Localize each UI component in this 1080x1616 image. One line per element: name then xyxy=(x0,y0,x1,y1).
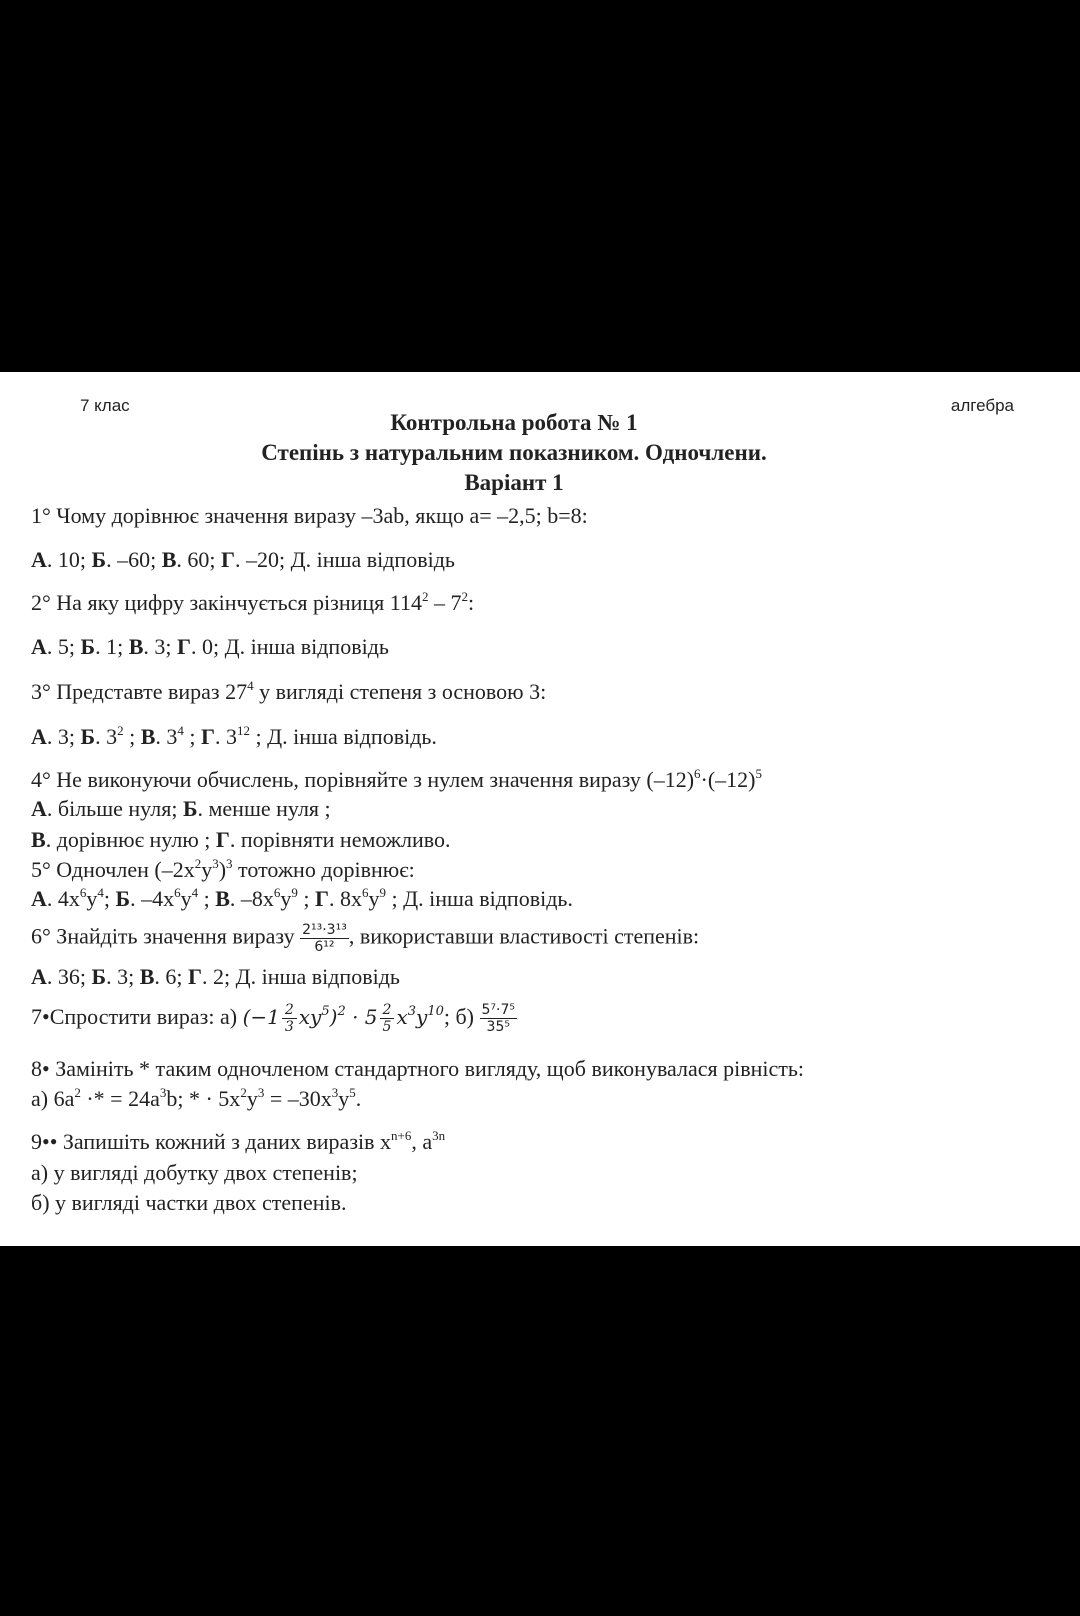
variant-label: Варіант 1 xyxy=(464,470,564,495)
question-3: 3° Представте вираз $27^4$ у вигляді степеня з основою 3: xyxy=(31,678,547,704)
grade-label: 7 клас xyxy=(80,396,130,415)
question-6: 6° Знайдіть значення виразу $\frac{\text{2¹³·3¹³}}{\text{6¹²}}$ , використавши властивості степенів: xyxy=(31,922,700,955)
question-2-options: А. 5; Б. 1; В. 3; Г. 0; Д. інша відповідь xyxy=(31,634,389,659)
question-2: 2° На яку цифру закінчується різниця $114^2 - 7^2$: xyxy=(31,589,475,615)
question-6-options: А. 36; Б. 3; В. 6; Г. 2; Д. інша відповідь xyxy=(31,964,400,989)
question-4-options-1: А. більше нуля; Б. менше нуля ; xyxy=(31,796,331,821)
question-1-options: А. 10; Б. –60; В. 60; Г. –20; Д. інша відповідь xyxy=(31,547,455,572)
fraction: $\frac{\text{2¹³·3¹³}}{\text{6¹²}}$ xyxy=(302,922,347,955)
question-3-options: А. 3; Б. $3^2$ ; В. $3^4$ ; Г. $3^{12}$ ; Д. інша відповідь. xyxy=(31,723,437,749)
test-title: Контрольна робота № 1 xyxy=(390,410,638,435)
test-topic: Степінь з натуральним показником. Одночлени. xyxy=(261,440,767,465)
fraction: $\frac{\text{5⁷·7⁵}}{\text{35⁵}}$ xyxy=(481,1002,516,1036)
worksheet-page xyxy=(0,372,1080,1246)
question-9-part-a: а) у вигляді добутку двох степенів; xyxy=(31,1160,358,1185)
question-1: 1° Чому дорівнює значення виразу –3ab, якщо a= –2,5; b=8: xyxy=(31,503,588,528)
question-8-equations: а) $6a^2$ ·* = $24a^3b$; * · $5x^2y^3 = -30x^3y^5$. xyxy=(31,1085,362,1111)
question-5-options: А. $4x^6y^4$; Б. $-4x^6y^4$ ; В. $-8x^6y^9$ ; Г. $8x^6y^9$ ; Д. інша відповідь. xyxy=(31,885,573,911)
question-5: 5° Одночлен $(-2x^2y^3)^3$ тотожно дорівнює: xyxy=(31,856,415,882)
question-8: 8• Замініть * таким одночленом стандартного вигляду, щоб виконувалася рівність: xyxy=(31,1056,805,1081)
question-9-part-b: б) у вигляді частки двох степенів. xyxy=(31,1190,347,1215)
subject-label: алгебра xyxy=(950,396,1014,415)
question-4: 4° Не виконуючи обчислень, порівняйте з нулем значення виразу $(-12)^6\cdot(-12)^5$ xyxy=(31,766,763,792)
question-9: 9•• Запишіть кожний з даних виразів $x^{n+6}$, $a^{3n}$ xyxy=(31,1128,446,1154)
question-4-options-2: В. дорівнює нулю ; Г. порівняти неможливо. xyxy=(31,827,451,852)
question-7: 7•Спростити вираз: а) (−1 $\frac{2}{3}$ $xy^5)^2 \cdot 5$ $\frac{2}{5}$ $x^3y^{10}$; б) $\frac{\text{5⁷·7⁵}}{\text{35⁵}}$ xyxy=(31,1002,516,1036)
